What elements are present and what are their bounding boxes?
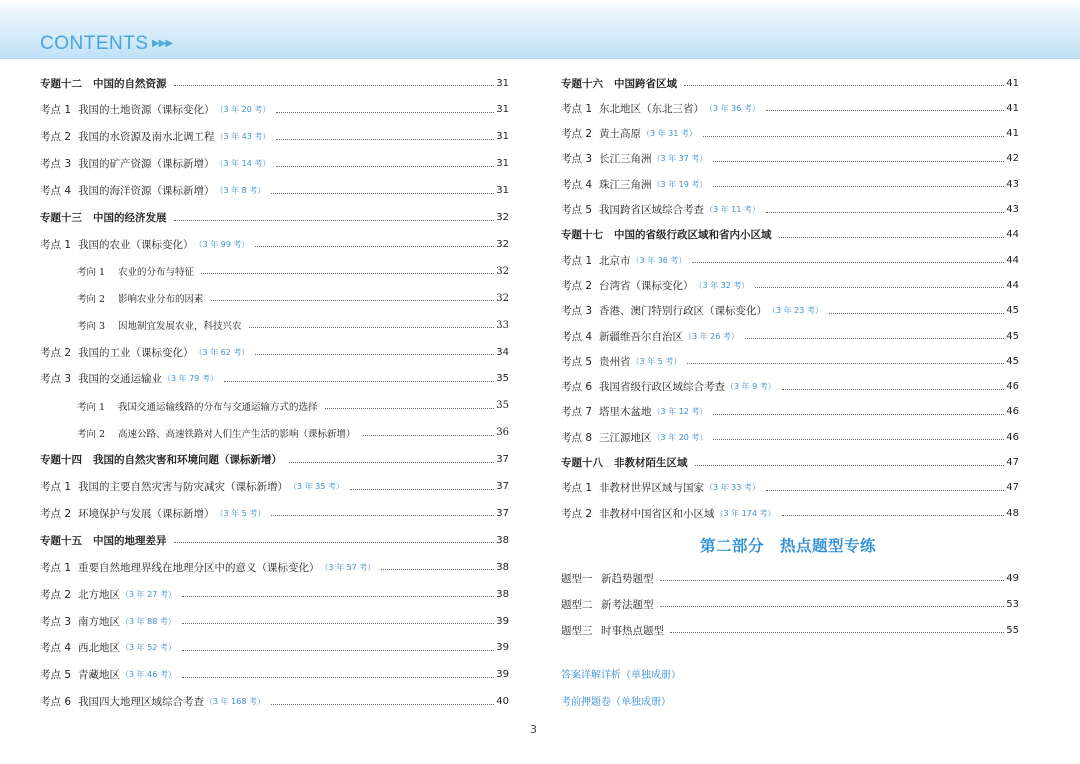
entry-note: （3 年 174 考）	[715, 508, 776, 518]
entry-page-number: 49	[1006, 572, 1019, 584]
dot-leader	[713, 185, 1004, 187]
toc-entry-kaodian[interactable]	[40, 584, 509, 604]
toc-entry-kaoxiang[interactable]	[40, 396, 509, 416]
dot-leader	[713, 160, 1004, 162]
entry-note: （3 年 36 考）	[631, 255, 687, 265]
entry-note: （3 年 46 考）	[121, 670, 176, 680]
entry-code: 考点 1	[40, 481, 72, 493]
entry-page-number: 55	[1006, 624, 1019, 636]
page-number: 3	[530, 723, 537, 736]
entry-code: 考点 2	[561, 507, 593, 520]
toc-entry-kaodian[interactable]	[40, 611, 509, 631]
toc-entry-topic[interactable]	[40, 530, 509, 550]
entry-title: 我国四大地理区域综合考查	[78, 696, 204, 709]
dot-leader	[687, 362, 1004, 364]
entry-code: 考点 3	[40, 615, 72, 628]
dot-leader	[174, 219, 495, 221]
dot-leader	[684, 84, 1004, 86]
toc-entry-kaodian[interactable]	[40, 154, 509, 174]
entry-code: 考点 2	[561, 279, 593, 292]
entry-title: 因地制宜发展农业，科技兴农	[118, 321, 242, 333]
entry-title: 时事热点题型	[601, 624, 664, 637]
entry-code: 考点 2	[40, 588, 72, 601]
entry-code: 考点 4	[40, 642, 72, 655]
header-band	[0, 0, 1080, 59]
entry-page-number: 38	[496, 534, 509, 546]
entry-code: 专题十八	[561, 457, 603, 469]
entry-note: （3 年 20 考）	[215, 105, 271, 115]
entry-note: （3 年 32 考）	[694, 280, 750, 290]
dot-leader	[271, 514, 494, 516]
entry-code: 考点 4	[561, 178, 593, 191]
entry-title: 我国省级行政区域综合考查	[599, 381, 725, 394]
entry-note: （3 年 52 考）	[121, 643, 176, 653]
entry-title: 北京市	[599, 254, 631, 267]
entry-page-number: 37	[496, 507, 509, 519]
dot-leader	[224, 380, 494, 382]
toc-entry-kaodian[interactable]	[561, 503, 1019, 523]
entry-code: 专题十二	[40, 77, 82, 90]
entry-title: 中国跨省区域	[614, 77, 677, 90]
entry-code: 专题十五	[40, 534, 82, 547]
entry-code: 考点 7	[561, 406, 593, 419]
dot-leader	[276, 138, 494, 140]
entry-code: 考向 3	[77, 321, 106, 333]
entry-title: 塔里木盆地	[599, 406, 652, 419]
toc-entry-kaodian[interactable]	[40, 477, 509, 497]
entry-page-number: 32	[496, 292, 509, 304]
entry-page-number: 31	[496, 185, 509, 197]
entry-page-number: 37	[496, 481, 509, 492]
entry-note: （3 年 168 考）	[205, 697, 265, 707]
entry-page-number: 32	[496, 212, 509, 223]
entry-title: 影响农业分布的因素	[118, 294, 204, 306]
entry-page-number: 39	[496, 615, 509, 627]
entry-code: 考点 2	[40, 131, 72, 144]
entry-page-number: 47	[1006, 457, 1019, 468]
toc-entry-kaodian[interactable]	[40, 503, 509, 523]
dot-leader	[713, 438, 1004, 440]
entry-title: 新疆维吾尔自治区	[599, 330, 683, 343]
entry-page-number: 44	[1006, 254, 1019, 266]
entry-code: 题型二	[561, 598, 593, 611]
entry-title: 我国的工业（课标变化）	[78, 346, 194, 359]
entry-code: 考点 3	[561, 153, 593, 166]
entry-code: 考点 4	[561, 330, 593, 343]
dot-leader	[766, 109, 1004, 111]
toc-entry-topic[interactable]	[40, 73, 509, 93]
entry-code: 考点 2	[40, 507, 72, 520]
dot-leader	[782, 514, 1005, 516]
entry-page-number: 48	[1006, 507, 1019, 519]
toc-entry-kaodian[interactable]	[40, 342, 509, 362]
entry-title: 非教材世界区域与国家	[599, 482, 704, 495]
entry-page-number: 46	[1006, 381, 1019, 393]
entry-code: 考点 1	[561, 482, 593, 495]
entry-title: 长江三角洲	[599, 153, 652, 166]
dot-leader	[182, 649, 494, 651]
toc-entry-kaodian[interactable]	[40, 181, 509, 201]
entry-page-number: 31	[496, 158, 509, 170]
toc-entry-kaodian[interactable]	[40, 665, 509, 685]
entry-page-number: 46	[1006, 431, 1019, 443]
dot-leader	[182, 622, 494, 624]
toc-entry-kaodian[interactable]	[561, 326, 1019, 346]
entry-page-number: 39	[496, 669, 509, 681]
entry-page-number: 35	[496, 373, 509, 385]
toc-entry-kaodian[interactable]	[40, 692, 509, 712]
dot-leader	[174, 541, 495, 543]
toc-entry-kaodian[interactable]	[561, 478, 1019, 498]
entry-title: 黄土高原	[599, 128, 641, 141]
entry-code: 考点 5	[561, 204, 593, 216]
entry-title: 环境保护与发展（课标新增）	[78, 507, 215, 520]
toc-entry-kaoxiang[interactable]	[40, 423, 509, 443]
entry-title: 东北地区（东北三省）	[599, 102, 704, 115]
entry-page-number: 31	[496, 104, 509, 116]
contents-arrows-icon: ▶▶▶	[152, 38, 173, 49]
entry-page-number: 32	[496, 265, 509, 277]
entry-note: （3 年 9 考）	[726, 382, 776, 392]
dot-leader	[381, 568, 494, 570]
toc-entry-kaodian[interactable]	[561, 402, 1019, 422]
toc-entry-kaodian[interactable]	[561, 377, 1019, 397]
entry-page-number: 41	[1006, 77, 1019, 89]
entry-note: （3 年 57 考）	[320, 562, 376, 572]
entry-code: 考点 2	[561, 128, 593, 141]
entry-page-number: 40	[496, 696, 509, 708]
dot-leader	[660, 579, 1005, 581]
entry-page-number: 38	[496, 588, 509, 600]
entry-note: （3 年 35 考）	[289, 482, 344, 491]
dot-leader	[255, 353, 494, 355]
entry-title: 青藏地区	[78, 669, 120, 682]
part2-heading: 第二部分 热点题型专练	[700, 537, 877, 555]
dot-leader	[670, 631, 1004, 633]
entry-code: 考向 1	[77, 267, 106, 279]
toc-entry-kaoxiang[interactable]	[40, 288, 509, 308]
toc-entry-tixing[interactable]	[561, 620, 1019, 640]
entry-code: 题型一	[561, 572, 593, 585]
entry-note: （3 年 79 考）	[163, 374, 218, 384]
entry-page-number: 39	[496, 642, 509, 654]
entry-code: 专题十七	[561, 229, 603, 242]
entry-title: 新考法题型	[601, 598, 654, 611]
entry-title: 我国跨省区域综合考查	[599, 204, 704, 216]
entry-note: （3 年 8 考）	[215, 186, 266, 196]
entry-code: 考点 3	[40, 373, 72, 386]
dot-leader	[363, 434, 495, 436]
dot-leader	[271, 192, 494, 194]
entry-page-number: 33	[496, 319, 509, 331]
entry-code: 考点 3	[561, 305, 593, 318]
entry-code: 考点 1	[40, 104, 72, 117]
entry-page-number: 31	[496, 131, 509, 143]
entry-code: 考点 5	[561, 355, 593, 368]
toc-entry-topic[interactable]	[561, 453, 1019, 473]
toc-entry-kaoxiang[interactable]	[40, 261, 509, 281]
entry-title: 中国的自然资源	[93, 77, 167, 90]
entry-title: 中国的经济发展	[93, 212, 167, 224]
dot-leader	[660, 605, 1005, 607]
toc-entry-kaodian[interactable]	[561, 250, 1019, 270]
toc-entry-kaodian[interactable]	[40, 100, 509, 120]
toc-entry-tixing[interactable]	[561, 568, 1019, 588]
entry-title: 我国交通运输线路的分布与交通运输方式的选择	[118, 401, 318, 413]
entry-note: （3 年 31 考）	[642, 129, 697, 139]
entry-page-number: 45	[1006, 330, 1019, 342]
entry-code: 考向 2	[77, 294, 106, 306]
entry-page-number: 35	[496, 400, 509, 412]
entry-code: 考点 2	[40, 346, 72, 359]
toc-entry-kaodian[interactable]	[561, 174, 1019, 194]
entry-title: 我国的土地资源（课标变化）	[78, 104, 215, 117]
entry-page-number: 47	[1006, 482, 1019, 494]
entry-code: 考点 8	[561, 431, 593, 444]
toc-entry-kaodian[interactable]	[40, 127, 509, 147]
entry-title: 贵州省	[599, 355, 631, 368]
entry-title: 重要自然地理界线在地理分区中的意义（课标变化）	[78, 561, 320, 574]
toc-entry-kaodian[interactable]	[40, 369, 509, 389]
entry-note: （3 年 37 考）	[652, 154, 708, 164]
entry-note: （3 年 26 考）	[684, 331, 739, 341]
entry-title: 珠江三角洲	[599, 178, 652, 191]
entry-code: 考点 6	[561, 381, 593, 394]
dot-leader	[201, 272, 494, 274]
entry-title: 中国的省级行政区域和省内小区域	[614, 229, 772, 242]
dot-leader	[766, 211, 1004, 213]
dot-leader	[276, 111, 494, 113]
entry-page-number: 42	[1006, 153, 1019, 165]
entry-note: （3 年 99 考）	[194, 239, 250, 249]
entry-page-number: 37	[496, 454, 509, 466]
entry-title: 高速公路、高速铁路对人们生产生活的影响（课标新增）	[118, 428, 356, 440]
dot-leader	[350, 488, 494, 490]
toc-entry-kaodian[interactable]	[561, 351, 1019, 371]
entry-title: 香港、澳门特别行政区（课标变化）	[599, 305, 767, 318]
entry-code: 考点 1	[40, 561, 72, 574]
entry-page-number: 36	[496, 427, 509, 439]
entry-note: （3 年 5 考）	[631, 356, 682, 366]
entry-page-number: 31	[496, 77, 509, 89]
entry-note: （3 年 14 考）	[215, 159, 271, 169]
entry-title: 我国的海洋资源（课标新增）	[78, 185, 215, 198]
toc-entry-topic[interactable]	[40, 450, 509, 470]
entry-page-number: 41	[1006, 128, 1019, 140]
entry-code: 考点 3	[40, 158, 72, 171]
entry-code: 题型三	[561, 624, 593, 637]
entry-code: 专题十六	[561, 77, 603, 90]
dot-leader	[289, 461, 494, 463]
dot-leader	[174, 84, 495, 86]
entry-page-number: 43	[1006, 204, 1019, 215]
dot-leader	[255, 245, 494, 247]
dot-leader	[703, 135, 1004, 137]
entry-note: （3 年 23 考）	[768, 306, 823, 316]
entry-page-number: 41	[1006, 102, 1019, 114]
toc-entry-topic[interactable]	[40, 208, 509, 228]
entry-code: 考点 6	[40, 696, 72, 709]
toc-entry-topic[interactable]	[561, 225, 1019, 245]
toc-entry-kaoxiang[interactable]	[40, 315, 509, 335]
entry-note: （3 年 5 考）	[215, 508, 266, 518]
entry-code: 专题十三	[40, 212, 82, 224]
dot-leader	[695, 464, 1005, 466]
entry-page-number: 45	[1006, 305, 1019, 317]
entry-page-number: 45	[1006, 355, 1019, 367]
entry-note: （3 年 62 考）	[194, 347, 250, 357]
dot-leader	[745, 337, 1004, 339]
toc-entry-kaodian[interactable]	[40, 234, 509, 254]
dot-leader	[182, 595, 494, 597]
dot-leader	[779, 236, 1005, 238]
entry-title: 台湾省（课标变化）	[599, 279, 694, 292]
toc-entry-kaodian[interactable]	[40, 638, 509, 658]
entry-title: 西北地区	[78, 642, 120, 655]
entry-code: 考点 5	[40, 669, 72, 682]
answer-booklet-link[interactable]: 答案详解详析（单独成册）	[561, 670, 681, 681]
entry-page-number: 43	[1006, 178, 1019, 190]
toc-entry-topic[interactable]	[561, 73, 1019, 93]
entry-note: （3 年 43 考）	[215, 132, 271, 142]
entry-title: 三江源地区	[599, 431, 652, 444]
dot-leader	[276, 165, 494, 167]
dot-leader	[182, 676, 494, 678]
entry-page-number: 44	[1006, 279, 1019, 291]
entry-title: 新趋势题型	[601, 572, 654, 585]
entry-code: 考向 2	[77, 428, 106, 440]
entry-title: 我国的矿产资源（课标新增）	[78, 158, 215, 171]
entry-code: 考点 1	[561, 254, 593, 267]
entry-note: （3 年 27 考）	[121, 589, 176, 599]
entry-title: 我国的农业（课标变化）	[78, 238, 194, 251]
entry-note: （3 年 11 考）	[705, 205, 760, 214]
entry-title: 非教材陌生区域	[614, 457, 688, 469]
dot-leader	[249, 326, 495, 328]
entry-note: （3 年 33 考）	[705, 483, 760, 493]
entry-note: （3 年 20 考）	[652, 432, 708, 442]
entry-page-number: 32	[496, 238, 509, 250]
entry-code: 考点 1	[561, 102, 593, 115]
entry-title: 我国的水资源及南水北调工程	[78, 131, 215, 144]
toc-entry-kaodian[interactable]	[561, 124, 1019, 144]
dot-leader	[782, 388, 1004, 390]
toc-entry-kaodian[interactable]	[561, 149, 1019, 169]
entry-title: 农业的分布与特征	[118, 267, 195, 279]
entry-page-number: 38	[496, 561, 509, 573]
toc-entry-kaodian[interactable]	[561, 427, 1019, 447]
entry-title: 北方地区	[78, 588, 120, 601]
toc-entry-kaodian[interactable]	[561, 275, 1019, 295]
toc-entry-kaodian[interactable]	[561, 200, 1019, 220]
exam-paper-link[interactable]: 考前押题卷（单独成册）	[561, 697, 671, 708]
entry-code: 专题十四	[40, 454, 82, 467]
dot-leader	[692, 261, 1004, 263]
entry-note: （3 年 19 考）	[652, 179, 708, 189]
entry-code: 考点 4	[40, 185, 72, 198]
dot-leader	[325, 407, 495, 409]
toc-entry-kaodian[interactable]	[561, 98, 1019, 118]
entry-page-number: 53	[1006, 598, 1019, 610]
entry-title: 我国的交通运输业	[78, 373, 162, 386]
entry-note: （3 年 12 考）	[652, 407, 708, 417]
contents-title: CONTENTS	[40, 33, 149, 54]
entry-title: 我国的主要自然灾害与防灾减灾（课标新增）	[78, 481, 288, 493]
dot-leader	[755, 286, 1004, 288]
entry-note: （3 年 88 考）	[121, 616, 176, 626]
entry-page-number: 34	[496, 346, 509, 358]
entry-page-number: 46	[1006, 406, 1019, 418]
toc-entry-kaodian[interactable]	[40, 557, 509, 577]
entry-title: 非教材中国省区和小区域	[599, 507, 715, 520]
dot-leader	[271, 703, 494, 705]
entry-page-number: 44	[1006, 229, 1019, 241]
dot-leader	[713, 413, 1004, 415]
dot-leader	[829, 312, 1004, 314]
entry-code: 考点 1	[40, 238, 72, 251]
entry-code: 考向 1	[77, 401, 106, 413]
toc-entry-kaodian[interactable]	[561, 301, 1019, 321]
entry-title: 中国的地理差异	[93, 534, 167, 547]
toc-entry-tixing[interactable]	[561, 594, 1019, 614]
entry-note: （3 年 36 考）	[705, 103, 760, 113]
entry-title: 我国的自然灾害和环境问题（课标新增）	[93, 454, 282, 467]
entry-title: 南方地区	[78, 615, 120, 628]
dot-leader	[766, 489, 1004, 491]
dot-leader	[211, 299, 495, 301]
